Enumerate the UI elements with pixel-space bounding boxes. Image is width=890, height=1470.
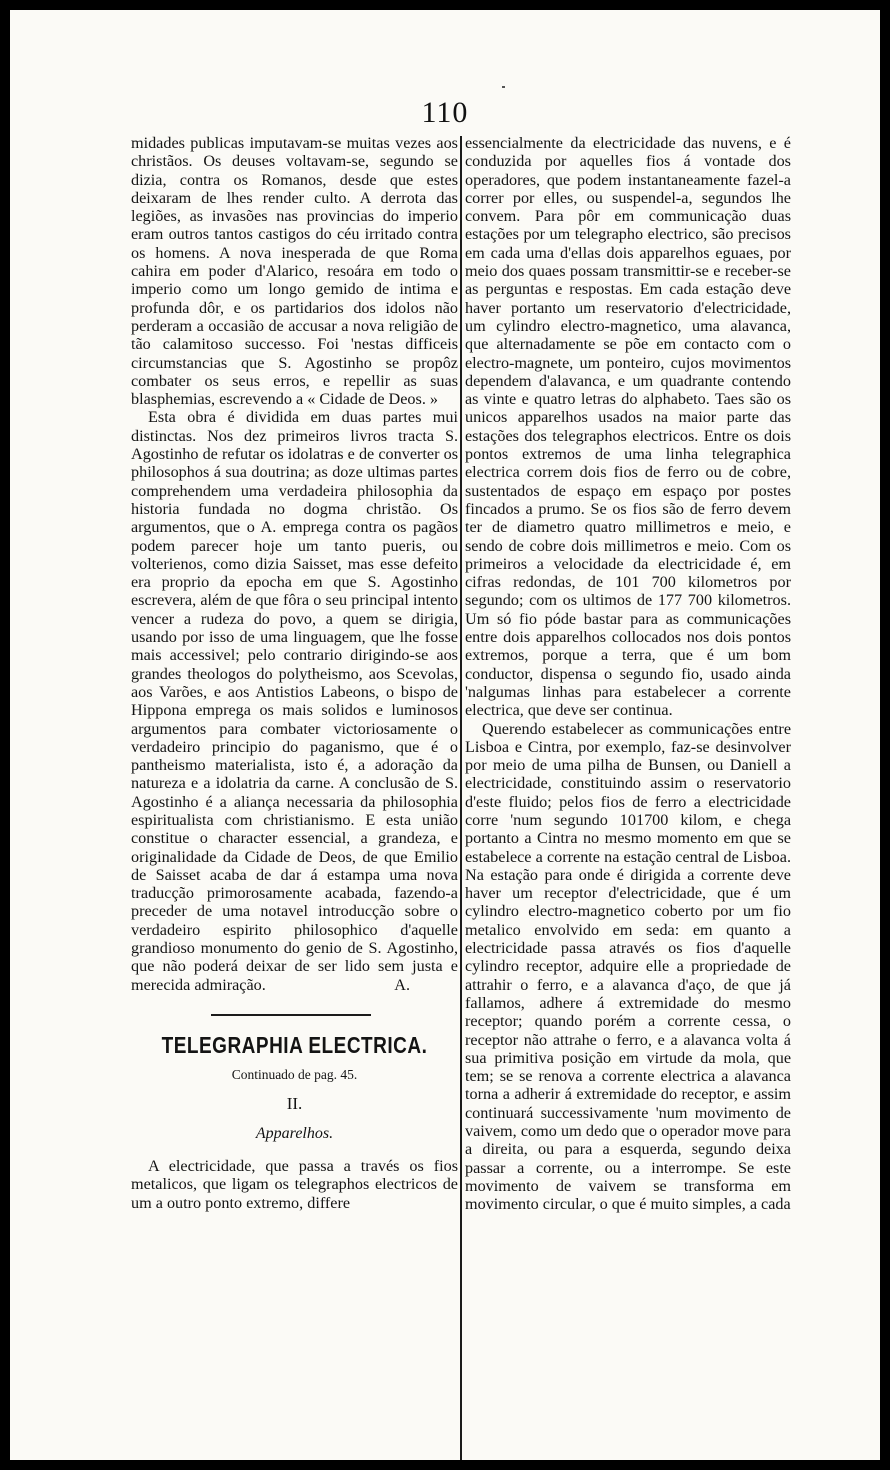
section-number: II. <box>286 1093 303 1113</box>
article-title: TELEGRAPHIA ELECTRICA. <box>161 1033 428 1059</box>
article-separator <box>131 994 458 1024</box>
paragraph-city-of-god-review <box>131 408 458 994</box>
page-number: 110 <box>421 96 469 129</box>
author-signature: A. <box>394 975 410 994</box>
paragraph-telegraph-apparatus: essencialmente da electricidade das nuvens, e é conduzida por aquelles fios á vontade dos operadores, que podem instantaneamente fazel-a correr por elles, ou suspendel-a, segundos lhe convem. Para pôr em communicação duas estações por um telegrapho electrico, são precisos em cada uma d'ellas dois apparelhos eguaes, por meio dos quaes possam transmittir-se e receber-se as perguntas e respostas. Em cada estação deve haver portanto um reservatorio d'electricidade, um cylindro electro-magnetico, uma alavanca, que alternadamente se põe em contacto com o electro-magnete, um ponteiro, cujos movimentos dependem d'alavanca, e um quadrante contendo as vinte e quatro letras do alphabeto. Taes são os unicos apparelhos usados na maior parte das estações dos telegraphos electricos. Entre os dois pontos extremos de uma linha telegraphica electrica correm dois fios de ferro ou de cobre, sustentados de espaço em espaço por postes fincados a prumo. Se os fios são de ferro devem ter de diametro quatro millimetros e meio, e sendo de cobre dois millimetros e meio. Com os primeiros a velocidade da electricidade é, em cifras redondas, de 101 700 kilometros por segundo; com os ultimos de 177 700 kilometros. Um só fio póde bastar para as communicações entre dois apparelhos collocados nos dois pontos extremos, porque a terra, que é um bom conductor, dispensa o segundo fio, usado ainda 'nalgumas linhas para estabelecer a corrente electrica, que deve ser continua. <box>465 134 791 720</box>
paragraph-city-of-god-text: Esta obra é dividida em duas partes mui distinctas. Nos dez primeiros livros tracta S. Agostinho de refutar os idolatras e de converter os philosophos á sua doutrina; as doze ultimas partes comprehendem uma verdadeira philosophia da historia fundada no dogma christão. Os argumentos, que o A. emprega contra os pagãos podem parecer hoje um tanto pueris, ou volterienos, como dizia Saisset, mas esse defeito era proprio da epocha em que S. Agostinho escrevera, além de que fôra o seu principal intento vencer a rudeza do povo, a quem se dirigia, usando por isso de uma linguagem, que lhe fosse mais accessivel; pelo contrario dirigindo-se aos grandes theologos do polytheismo, aos Scevolas, aos Varões, e aos Antistios Labeons, o bispo de Hippona emprega os mais solidos e luminosos argumentos para combater victoriosamente o verdadeiro principio do paganismo, que é o pantheismo materialista, isto é, a adoração da natureza e a idolatria da carne. A conclusão de S. Agostinho é a aliança necessaria da philosophia espiritualista com christianismo. E esta união constitue o character essencial, a grandeza, e originalidade da Cidade de Deos, de que Emilio de Saisset acaba de dar á estampa uma nova traducção primorosamente acabada, fazendo-a preceder de uma notavel introducção sobre o verdadeiro espirito philosophico d'aquelle grandioso monumento do genio de S. Agostinho, que não poderá deixar de ser lido sem justa e merecida admiração. <box>131 408 458 994</box>
print-speck <box>502 86 505 88</box>
section-title: Apparelhos. <box>255 1124 334 1142</box>
paragraph-electricity-intro: A electricidade, que passa a través os fios metalicos, que ligam os telegraphos electricos de um a outro ponto extremo, differe <box>131 1157 458 1212</box>
separator-rule <box>211 1014 371 1016</box>
paragraph-augustine-context: midades publicas imputavam-se muitas vezes aos christãos. Os deuses voltavam-se, segundo se dizia, contra os Romanos, desde que estes deixaram de lhes render culto. A derrota das legiões, as invasões nas provincias do imperio eram outros tantos castigos do céu irritado contra os homens. A nova inesperada de que Roma cahira em poder d'Alarico, resoára em todo o imperio como um longo gemido de intima e profunda dôr, e os partidarios dos idolos não perderam a occasião de accusar a nova religião de tão calamitoso successo. Foi 'nestas difficeis circumstancias que S. Agostinho se propôz combater os seus erros, e repellir as suas blasphemias, escrevendo a « Cidade de Deos. » <box>131 134 458 409</box>
book-page <box>10 10 880 1460</box>
left-column <box>131 134 458 1212</box>
article-continued-note: Continuado de pag. 45. <box>231 1067 358 1083</box>
paragraph-lisbon-cintra-example: Querendo estabelecer as communicações entre Lisboa e Cintra, por exemplo, faz-se desinvolver por meio de uma pilha de Bunsen, ou Daniell a electricidade, constituindo assim o reservatorio d'este fluido; pelos fios de ferro a electricidade corre 'num segundo 101700 kilom, e chega portanto a Cintra no mesmo momento em que se estabelece a corrente na estação central de Lisboa. Na estação para onde é dirigida a corrente deve haver um receptor d'electricidade, que é um cylindro electro-magnetico coberto por um fio metalico envolvido em seda: em quanto a electricidade passa através os fios d'aquelle cylindro receptor, adquire elle a propriedade de attrahir o ferro, e a alavanca d'aço, de que já fallamos, adhere á extremidade do mesmo receptor; quando porém a corrente cessa, o receptor não attrahe o ferro, e a alavanca volta á sua primitiva posição em virtude da mola, que tem; se se renova a corrente electrica a alavanca torna a adherir á extremidade do receptor, e assim continuará successivamente 'num movimento de vaivem, como um dedo que o operador move para a direita, ou para a esquerda, segundo deixa passar a corrente, ou a interrompe. Se este movimento de vaivem se transforma em movimento circular, o que é muito simples, a cada <box>465 719 791 1214</box>
right-column <box>465 134 791 1214</box>
column-divider <box>460 136 462 1460</box>
